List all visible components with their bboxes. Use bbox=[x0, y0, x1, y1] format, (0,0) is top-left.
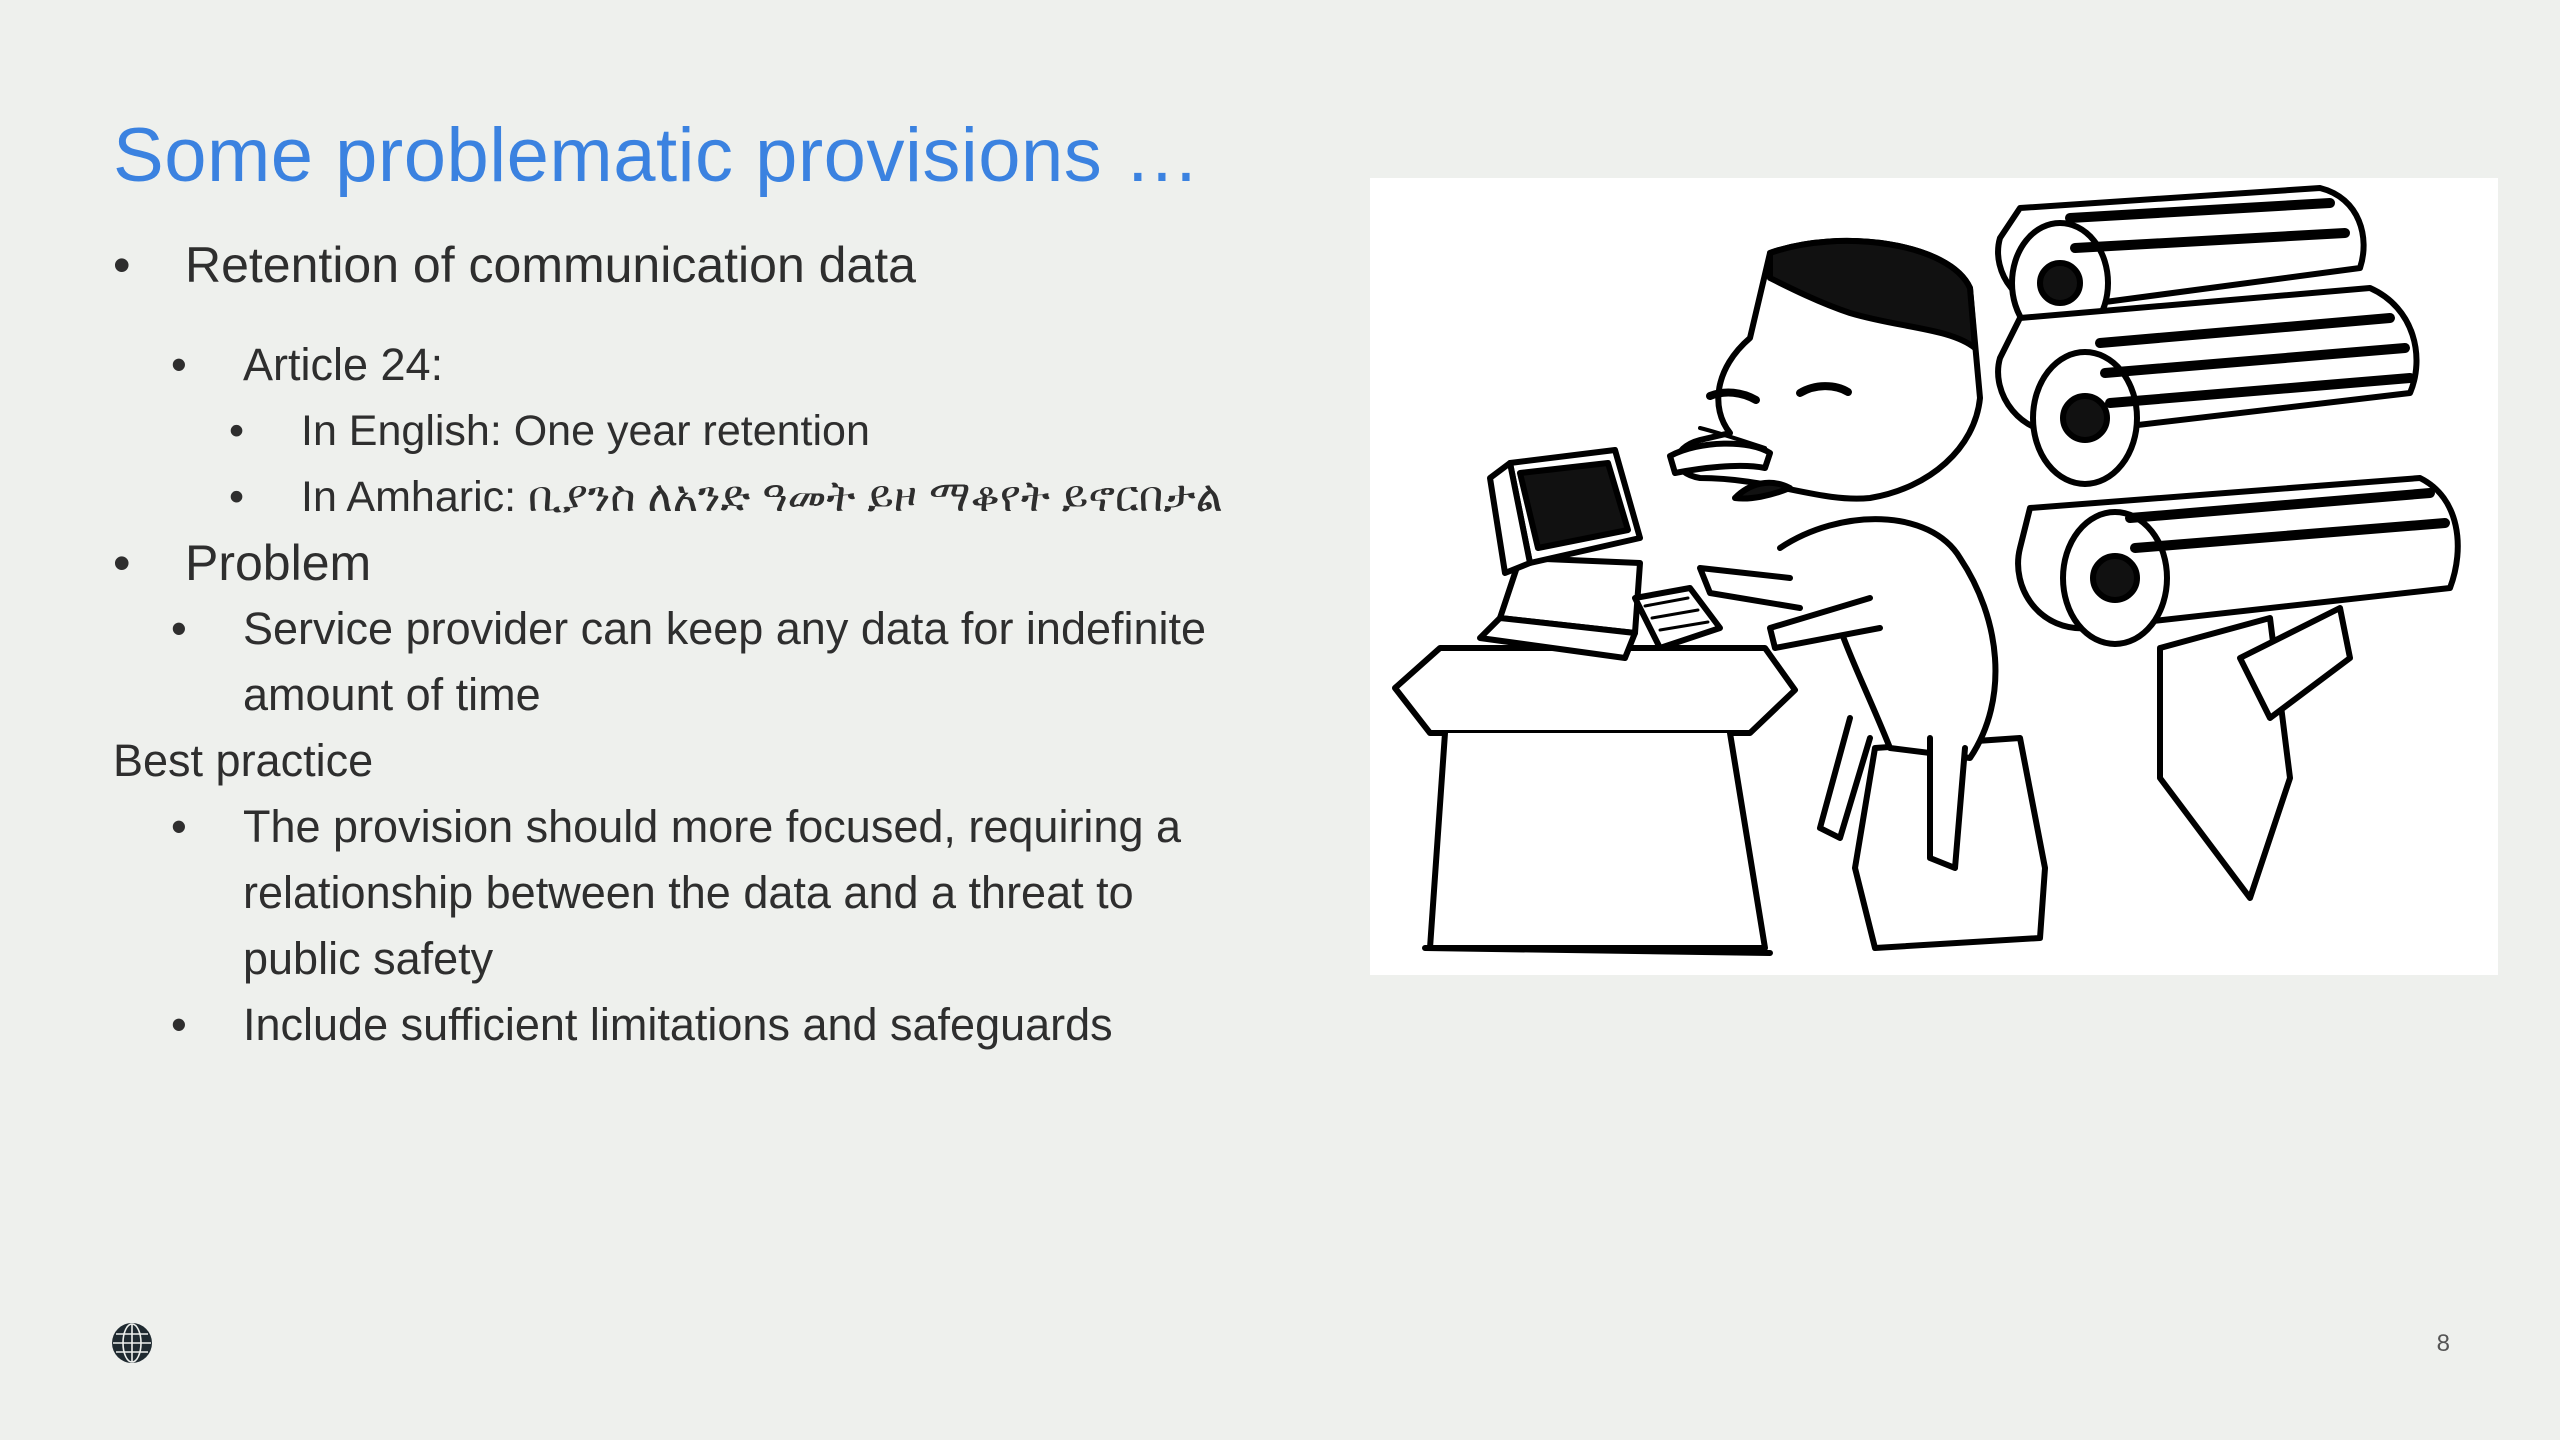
slide-body bbox=[113, 232, 1313, 1058]
bullet-text-line: public safety bbox=[243, 933, 494, 984]
bullet-problem bbox=[113, 530, 1313, 596]
bullet-text: Article 24: bbox=[243, 339, 444, 390]
page-number: 8 bbox=[2436, 1330, 2450, 1357]
bullet-dot: • bbox=[113, 535, 131, 591]
bullet-safeguards bbox=[113, 992, 1313, 1058]
bullet-retention bbox=[113, 232, 1313, 298]
bullet-dot: • bbox=[171, 603, 187, 654]
bullet-dot: • bbox=[113, 237, 131, 293]
bullet-amharic bbox=[113, 464, 1313, 530]
globe-logo-icon bbox=[111, 1322, 153, 1364]
bullet-text-line: Service provider can keep any data for indefinite bbox=[243, 603, 1207, 654]
bullet-service-provider bbox=[113, 596, 1313, 728]
bullet-dot: • bbox=[171, 999, 187, 1050]
bullet-text: Problem bbox=[185, 535, 372, 591]
bullet-text-line: The provision should more focused, requiring a bbox=[243, 801, 1182, 852]
bullet-dot: • bbox=[229, 473, 245, 521]
bullet-article-24 bbox=[113, 332, 1313, 398]
surveillance-cartoon-illustration bbox=[1370, 178, 2498, 975]
bullet-text: In English: One year retention bbox=[301, 407, 870, 455]
bullet-english bbox=[113, 398, 1313, 464]
bullet-text: Include sufficient limitations and safeguards bbox=[243, 999, 1113, 1050]
best-practice-heading: Best practice bbox=[113, 735, 374, 786]
bullet-dot: • bbox=[229, 407, 245, 455]
slide-title: Some problematic provisions … bbox=[113, 113, 1201, 198]
bullet-text-line: relationship between the data and a threat to bbox=[243, 867, 1134, 918]
bullet-dot: • bbox=[171, 339, 187, 390]
bullet-text-line: amount of time bbox=[243, 669, 541, 720]
bullet-text: Retention of communication data bbox=[185, 237, 916, 293]
bullet-dot: • bbox=[171, 801, 187, 852]
bullet-text: In Amharic: ቢያንስ ለአንድ ዓመት ይዞ ማቆየት ይኖርበታል bbox=[301, 473, 1223, 521]
bullet-focused-provision bbox=[113, 794, 1313, 992]
surveillance-cartoon-drawing bbox=[1370, 178, 2498, 975]
